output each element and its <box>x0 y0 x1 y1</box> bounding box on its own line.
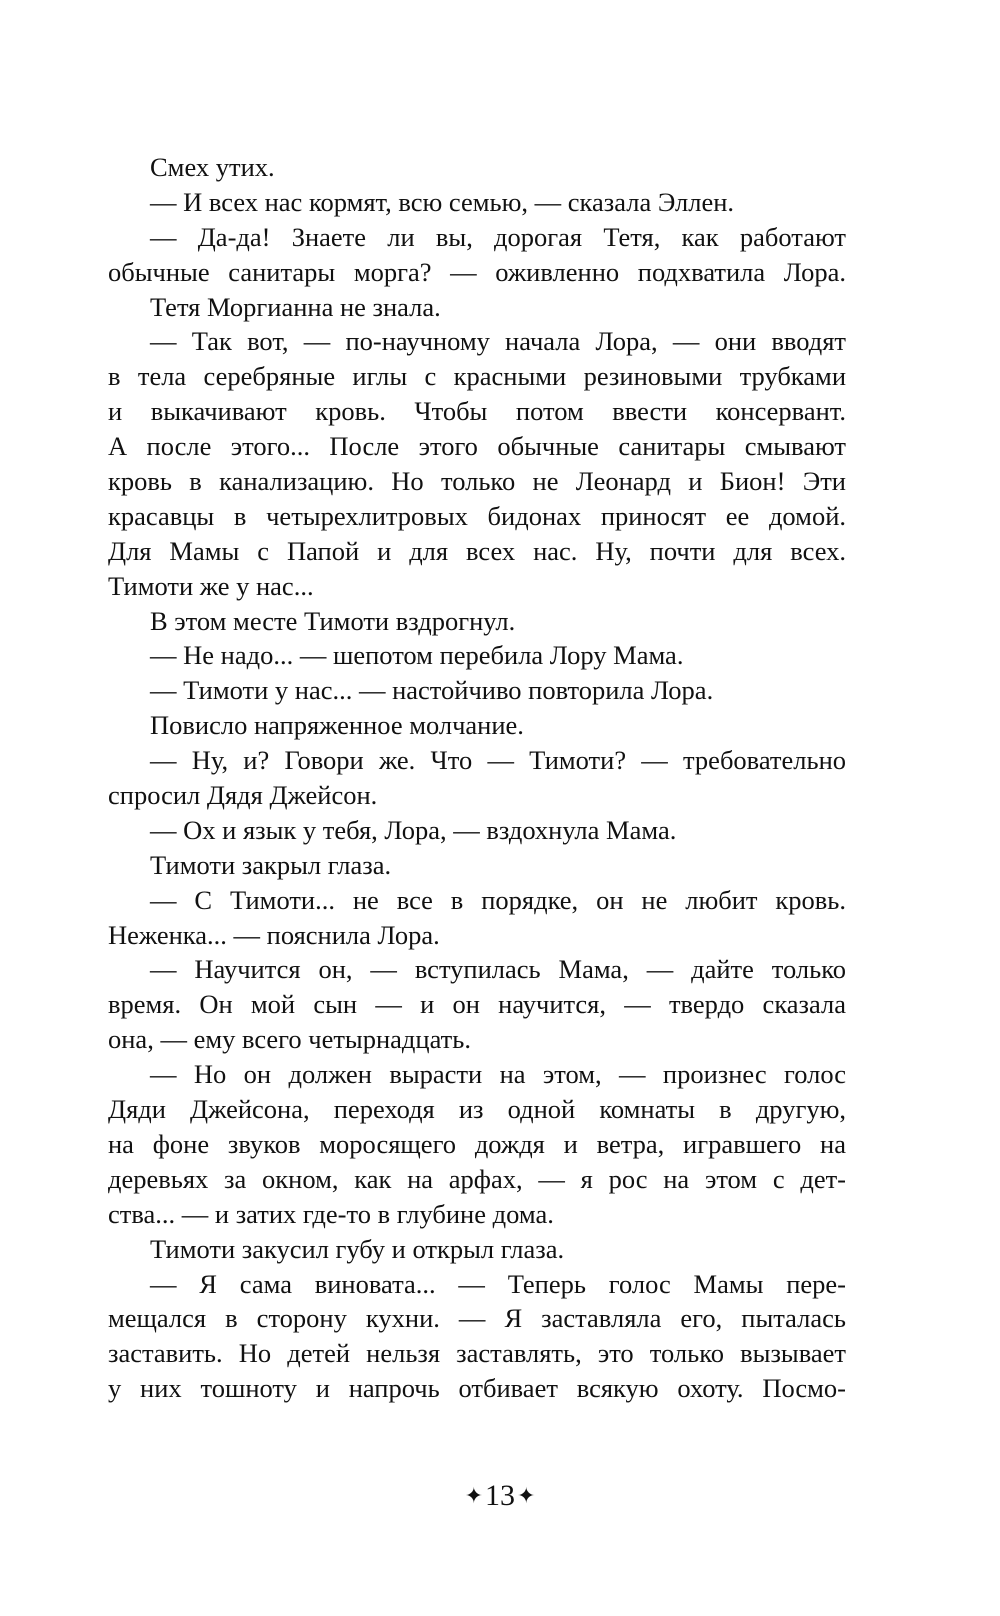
text-line: Тимоти закусил губу и открыл глаза. <box>150 1233 565 1264</box>
text-line: в тела серебряные иглы с красными резиновыми трубками <box>108 361 846 392</box>
text-line: заставить. Но детей нельзя заставлять, это только вызывает <box>108 1338 846 1369</box>
page-number-footer <box>0 1478 1000 1514</box>
text-line: — Научится он, — вступилась Мама, — дайте только <box>150 954 846 985</box>
page-number: 13 <box>485 1479 515 1512</box>
text-line: Повисло напряженное молчание. <box>150 710 524 741</box>
left-star-ornament-icon: ✦ <box>464 1483 483 1508</box>
text-line: — Я сама виновата... — Теперь голос Мамы пере- <box>150 1268 846 1299</box>
text-line: обычные санитары морга? — оживленно подхватила Лора. <box>108 256 846 287</box>
text-line: — И всех нас кормят, всю семью, — сказала Эллен. <box>150 186 735 217</box>
text-line: мещался в сторону кухни. — Я заставляла его, пыталась <box>108 1303 846 1334</box>
text-line: красавцы в четырехлитровых бидонах приносят ее домой. <box>108 500 846 531</box>
text-line: кровь в канализацию. Но только не Леонард и Бион! Эти <box>108 466 846 497</box>
text-line: на фоне звуков моросящего дождя и ветра, игравшего на <box>108 1128 846 1159</box>
text-line: — Но он должен вырасти на этом, — произнес голос <box>150 1059 846 1090</box>
text-line: Для Мамы с Папой и для всех нас. Ну, почти для всех. <box>108 535 846 566</box>
text-line: Дяди Джейсона, переходя из одной комнаты в другую, <box>108 1094 846 1125</box>
right-star-ornament-icon: ✦ <box>517 1483 536 1508</box>
text-line: деревьях за окном, как на арфах, — я рос на этом с дет- <box>108 1163 846 1194</box>
text-line: — Ох и язык у тебя, Лора, — вздохнула Мама. <box>150 814 677 845</box>
text-line: — Не надо... — шепотом перебила Лору Мама. <box>150 640 684 671</box>
text-line: В этом месте Тимоти вздрогнул. <box>150 605 516 636</box>
text-line: Неженка... — пояснила Лора. <box>108 919 440 950</box>
text-line: — Тимоти у нас... — настойчиво повторила Лора. <box>150 675 714 706</box>
text-line: Тетя Моргианна не знала. <box>150 291 441 322</box>
text-line: А после этого... После этого обычные санитары смывают <box>108 431 846 462</box>
text-line: ства... — и затих где-то в глубине дома. <box>108 1198 554 1229</box>
text-line: — Ну, и? Говори же. Что — Тимоти? — требовательно <box>150 745 846 776</box>
text-line: и выкачивают кровь. Чтобы потом ввести консервант. <box>108 396 846 427</box>
text-line: — С Тимоти... не все в порядке, он не любит кровь. <box>150 884 846 915</box>
text-line: Смех утих. <box>150 152 275 182</box>
text-line: — Так вот, — по-научному начала Лора, — они вводят <box>150 326 846 357</box>
text-line: у них тошноту и напрочь отбивает всякую охоту. Посмо- <box>108 1373 846 1404</box>
text-line: — Да-да! Знаете ли вы, дорогая Тетя, как работают <box>150 221 846 252</box>
text-line: Тимоти же у нас... <box>108 570 314 601</box>
page-body-text <box>108 150 846 1406</box>
text-line: Тимоти закрыл глаза. <box>150 849 392 880</box>
text-line: время. Он мой сын — и он научится, — твердо сказала <box>108 989 846 1020</box>
text-line: спросил Дядя Джейсон. <box>108 780 378 811</box>
text-line: она, — ему всего четырнадцать. <box>108 1024 471 1055</box>
